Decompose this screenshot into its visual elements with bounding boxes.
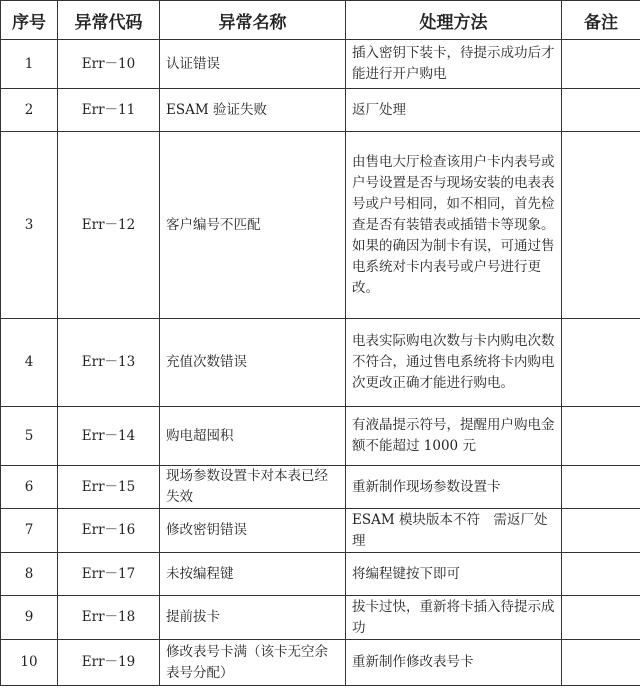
row-code: Err－12 — [58, 132, 160, 319]
row-no: 10 — [1, 640, 58, 686]
table-row — [1, 407, 640, 466]
row-note — [562, 596, 640, 640]
row-no: 1 — [1, 40, 58, 89]
row-note — [562, 132, 640, 319]
row-method: 插入密钥下装卡，待提示成功后才能进行开户购电 — [346, 40, 562, 89]
row-note — [562, 319, 640, 407]
row-note — [562, 553, 640, 596]
row-method: 由售电大厅检查该用户卡内表号或户号设置是否与现场安装的电表表号或户号相同，如不相同，首先检查是否有装错表或插错卡等现象。如果的确因为制卡有误，可通过售电系统对卡内表号或户号进行更改。 — [346, 132, 562, 319]
row-code: Err－19 — [58, 640, 160, 686]
row-name: 客户编号不匹配 — [160, 132, 346, 319]
table-row — [1, 132, 640, 319]
row-name: 未按编程键 — [160, 553, 346, 596]
row-no: 5 — [1, 407, 58, 466]
row-note — [562, 407, 640, 466]
row-method: ESAM 模块版本不符 需返厂处理 — [346, 509, 562, 553]
row-name: 现场参数设置卡对本表已经失效 — [160, 466, 346, 509]
table-row — [1, 596, 640, 640]
row-no: 6 — [1, 466, 58, 509]
row-method: 拔卡过快，重新将卡插入待提示成功 — [346, 596, 562, 640]
row-note — [562, 509, 640, 553]
table-row — [1, 640, 640, 686]
row-code: Err－13 — [58, 319, 160, 407]
header-code: 异常代码 — [58, 1, 160, 40]
header-method: 处理方法 — [346, 1, 562, 40]
row-method: 将编程键按下即可 — [346, 553, 562, 596]
row-note — [562, 89, 640, 132]
row-name: ESAM 验证失败 — [160, 89, 346, 132]
row-name: 购电超囤积 — [160, 407, 346, 466]
row-name: 提前拔卡 — [160, 596, 346, 640]
header-row — [1, 1, 640, 40]
row-no: 7 — [1, 509, 58, 553]
row-no: 3 — [1, 132, 58, 319]
table-row — [1, 466, 640, 509]
table-row — [1, 509, 640, 553]
row-name: 认证错误 — [160, 40, 346, 89]
row-method: 电表实际购电次数与卡内购电次数不符合，通过售电系统将卡内购电次更改正确才能进行购电。 — [346, 319, 562, 407]
row-code: Err－11 — [58, 89, 160, 132]
row-note — [562, 466, 640, 509]
row-note — [562, 40, 640, 89]
row-no: 9 — [1, 596, 58, 640]
row-name: 修改表号卡满（该卡无空余表号分配） — [160, 640, 346, 686]
table-row — [1, 319, 640, 407]
row-code: Err－10 — [58, 40, 160, 89]
row-code: Err－17 — [58, 553, 160, 596]
row-name: 修改密钥错误 — [160, 509, 346, 553]
row-method: 有液晶提示符号，提醒用户购电金额不能超过 1000 元 — [346, 407, 562, 466]
row-method: 重新制作修改表号卡 — [346, 640, 562, 686]
table-row — [1, 89, 640, 132]
row-no: 2 — [1, 89, 58, 132]
table-row — [1, 553, 640, 596]
row-no: 8 — [1, 553, 58, 596]
row-code: Err－14 — [58, 407, 160, 466]
table-row — [1, 40, 640, 89]
header-no: 序号 — [1, 1, 58, 40]
header-note: 备注 — [562, 1, 640, 40]
row-code: Err－15 — [58, 466, 160, 509]
row-no: 4 — [1, 319, 58, 407]
row-name: 充值次数错误 — [160, 319, 346, 407]
row-note — [562, 640, 640, 686]
row-code: Err－18 — [58, 596, 160, 640]
header-name: 异常名称 — [160, 1, 346, 40]
row-code: Err－16 — [58, 509, 160, 553]
row-method: 返厂处理 — [346, 89, 562, 132]
row-method: 重新制作现场参数设置卡 — [346, 466, 562, 509]
